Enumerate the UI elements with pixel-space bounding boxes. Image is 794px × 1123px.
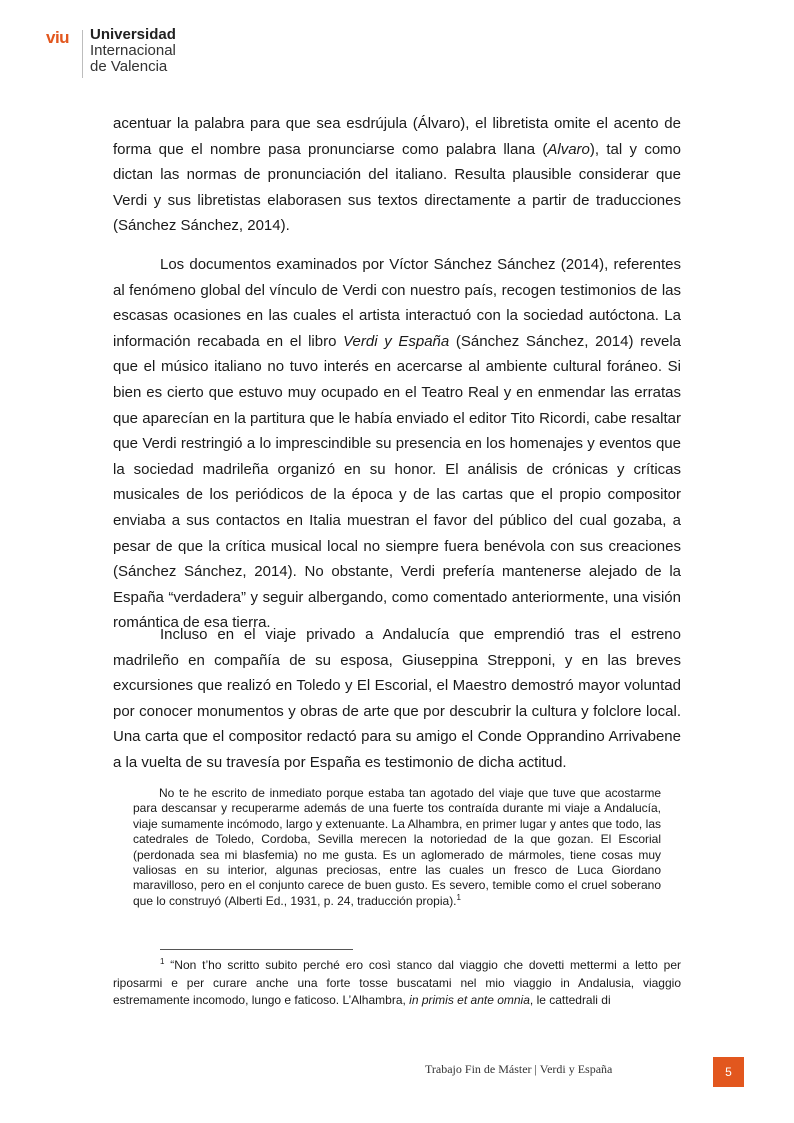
footnote-italic: in primis et ante omnia [409,993,530,1007]
paragraph-1 [113,111,681,239]
footer-title: Trabajo Fin de Máster | Verdi y España [425,1062,613,1076]
paragraph-2-text-b: (Sánchez Sánchez, 2014) revela que el músico italiano no tuvo interés en acercarse al ambiente cultural foráneo. Si bien es cierto que estuvo muy ocupado en el Teatro Real y en enmendar las erratas que aparecían en la partitura que le había enviado el editor Tito Ricordi, cabe resaltar que Verdi restringió a lo imprescindible su presencia en los homenajes y eventos que la sociedad madrileña organizó en su honor. El análisis de crónicas y críticas musicales de los periódicos de la época y de las cartas que el propio compositor enviaba a sus contactos en Italia muestran el favor del público del cual gozaba, a pesar de que la crítica musical local no siempre fuera benévola con sus creaciones (Sánchez Sánchez, 2014). No obstante, Verdi prefería mantenerse alejado de la España “verdadera” y seguir albergando, como comentado anteriormente, una visión romántica de esa tierra. [113,332,681,632]
logo-line-1: Universidad [90,26,176,43]
page-number: 5 [713,1057,744,1087]
footnote-text-b: , le cattedrali di [529,993,611,1007]
footnote-1 [113,957,681,1010]
logo-divider [82,30,83,78]
logo-line-3: de Valencia [90,58,168,75]
block-quote [133,786,661,909]
paragraph-3 [113,622,681,776]
block-quote-text: No te he escrito de inmediato porque estaba tan agotado del viaje que tuve que acostarme para descansar y recuperarme además de una fuerte tos contraída durante mi viaje a Andalucía, viaje sumamente incómodo, largo y extenuante. La Alhambra, en primer lugar y antes que todo, las catedrales de Toledo, Cordoba, Sevilla merecen la notoriedad de la que gozan. El Escorial (perdonada sea mi blasfemia) no me gusta. Es un aglomerado de mármoles, tiene cosas muy valiosas en su interior, algunas preciosas, entre las cuales un fresco de Luca Giordano maravilloso, pero en el conjunto carece de buen gusto. Es severo, temible como el cruel soberano que lo construyó (Alberti Ed., 1931, p. 24, traducción propia). [133,786,661,908]
paragraph-2-italic-title: Verdi y España [343,332,450,350]
footnote-reference[interactable]: 1 [456,892,461,902]
footnote-text-a: “Non t’ho scritto subito perché ero così stanco dal viaggio che dovetti mettermi a letto per riposarmi e per curare anche una forte tosse buscatami nel mio viaggio in Andalusia, viaggio estremamente incomodo, lungo e faticoso. L’Alhambra, [113,958,681,1007]
footnote-separator [160,949,353,950]
paragraph-3-text: Incluso en el viaje privado a Andalucía que emprendió tras el estreno madrileño en compañía de su esposa, Giuseppina Strepponi, y en las breves excursiones que realizó en Toledo y El Escorial, el Maestro demostró mayor voluntad por conocer monumentos y obras de arte que por descubrir la cultura y folclore local. Una carta que el compositor redactó para su amigo el Conde Opprandino Arrivabene a la vuelta de su travesía por España es testimonio de dicha actitud. [113,626,681,771]
paragraph-1-text-b: ), tal y como dictan las normas de pronunciación del italiano. Resulta plausible considerar que Verdi y sus libretistas elaborasen sus textos directamente a partir de traducciones (Sánchez Sánchez, 2014). [113,140,682,235]
viu-logo-mark: viu [46,28,70,47]
paragraph-1-text-a: acentuar la palabra para que sea esdrújula (Álvaro), el libretista omite el acento de forma que el nombre pasa pronunciarse como palabra llana ( [113,115,681,158]
footnote-mark: 1 [160,957,165,966]
paragraph-2 [113,252,681,636]
logo-line-2: Internacional [90,42,176,59]
paragraph-1-italic: Alvaro [547,140,590,158]
paragraph-2-text-a: Los documentos examinados por Víctor Sánchez Sánchez (2014), referentes al fenómeno global del vínculo de Verdi con nuestro país, recogen testimonios de las escasas ocasiones en las cuales el artista interactuó con la sociedad autóctona. La información recabada en el libro [113,256,681,350]
logo-wordmark [90,27,176,75]
